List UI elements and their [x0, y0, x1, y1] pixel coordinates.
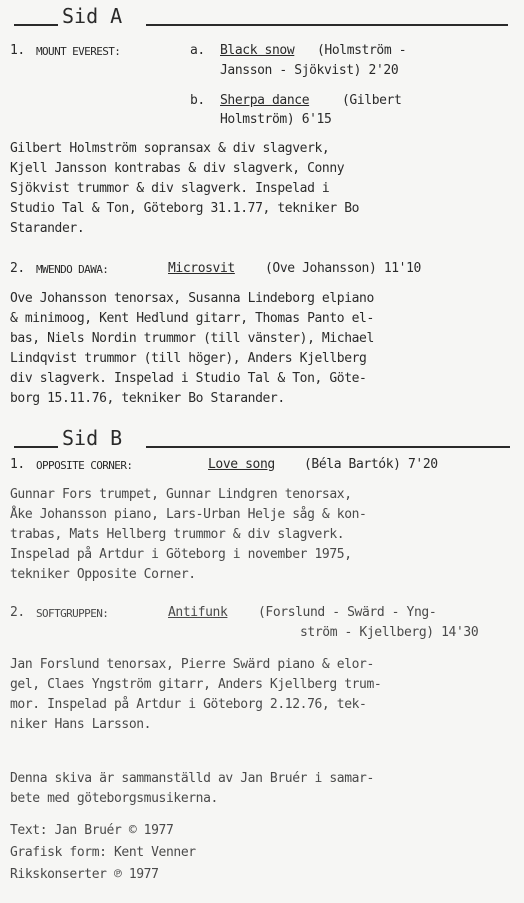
- side-a-track-1-artist: MOUNT EVEREST:: [36, 45, 121, 58]
- side-b-track-2-personnel-line: gel, Claes Yngström gitarr, Anders Kjellberg trum-: [10, 677, 382, 692]
- side-b-track-2-personnel-line: Jan Forslund tenorsax, Pierre Swärd piano & elor-: [10, 657, 374, 672]
- side-a-track-1a-title: Black snow: [220, 43, 295, 58]
- side-b-left-rule: [14, 446, 58, 448]
- side-b-track-1-title: Love song: [208, 457, 275, 472]
- side-b-track-2-artist: SOFTGRUPPEN:: [36, 607, 109, 620]
- side-b-track-1-personnel-line: tekniker Opposite Corner.: [10, 567, 196, 582]
- side-b-track-2-title: Antifunk: [168, 605, 228, 620]
- side-a-track-1b-title: Sherpa dance: [220, 93, 310, 108]
- label-credit: Rikskonserter ℗ 1977: [10, 867, 159, 882]
- side-a-track-1-personnel-line: Starander.: [10, 221, 85, 236]
- text-credit: Text: Jan Bruér © 1977: [10, 823, 174, 838]
- side-a-track-1b-credit-line-1: (Gilbert: [342, 93, 402, 108]
- side-b-track-2-personnel-line: niker Hans Larsson.: [10, 717, 152, 732]
- side-b-right-rule: [146, 446, 510, 448]
- side-a-track-2-personnel-line: bas, Niels Nordin trummor (till vänster), Michael: [10, 331, 374, 346]
- side-b-track-2-personnel-line: mor. Inspelad på Artdur i Göteborg 2.12.76, tek-: [10, 697, 367, 712]
- side-a-track-1-personnel-line: Sjökvist trummor & div slagverk. Inspelad i: [10, 181, 330, 196]
- side-a-track-1-personnel-line: Studio Tal & Ton, Göteborg 31.1.77, tekniker Bo: [10, 201, 360, 216]
- side-b-track-2-number: 2.: [10, 605, 25, 620]
- side-a-track-2-personnel-line: div slagverk. Inspelad i Studio Tal & Ton, Göte-: [10, 371, 367, 386]
- side-a-track-1a-marker: a.: [190, 43, 205, 58]
- side-a-heading: Sid A: [62, 4, 123, 28]
- compilation-note-line: bete med göteborgsmusikerna.: [10, 791, 218, 806]
- side-a-track-1a-credit-line-2: Jansson - Sjökvist) 2'20: [220, 63, 399, 78]
- side-a-track-2-personnel-line: Ove Johansson tenorsax, Susanna Lindeborg elpiano: [10, 291, 374, 306]
- side-a-track-2-personnel-line: borg 15.11.76, tekniker Bo Starander.: [10, 391, 285, 406]
- side-b-track-1-personnel-line: Gunnar Fors trumpet, Gunnar Lindgren tenorsax,: [10, 487, 352, 502]
- side-a-right-rule: [146, 24, 508, 26]
- side-a-track-1a-credit-line-1: (Holmström -: [317, 43, 407, 58]
- side-a-track-2-artist: MWENDO DAWA:: [36, 263, 109, 276]
- side-b-heading: Sid B: [62, 426, 123, 450]
- side-b-track-1-artist: OPPOSITE CORNER:: [36, 459, 133, 472]
- design-credit: Grafisk form: Kent Venner: [10, 845, 196, 860]
- side-b-track-1-personnel-line: Inspelad på Artdur i Göteborg i november 1975,: [10, 547, 352, 562]
- side-b-track-2-credit-line-2: ström - Kjellberg) 14'30: [300, 625, 479, 640]
- side-a-left-rule: [14, 24, 58, 26]
- side-a-track-2-credit: (Ove Johansson) 11'10: [265, 261, 421, 276]
- side-a-track-1-personnel-line: Gilbert Holmström sopransax & div slagverk,: [10, 141, 330, 156]
- side-a-track-2-personnel-line: Lindqvist trummor (till höger), Anders Kjellberg: [10, 351, 367, 366]
- side-a-track-1-number: 1.: [10, 43, 25, 58]
- side-a-track-1b-marker: b.: [190, 93, 205, 108]
- side-b-track-1-credit: (Béla Bartók) 7'20: [304, 457, 438, 472]
- side-a-track-1-personnel-line: Kjell Jansson kontrabas & div slagverk, Conny: [10, 161, 345, 176]
- side-b-track-1-personnel-line: Åke Johansson piano, Lars-Urban Helje såg & kon-: [10, 507, 367, 522]
- side-a-track-1b-credit-line-2: Holmström) 6'15: [220, 112, 332, 127]
- side-b-track-1-number: 1.: [10, 457, 25, 472]
- side-a-track-2-title: Microsvit: [168, 261, 235, 276]
- side-a-track-2-personnel-line: & minimoog, Kent Hedlund gitarr, Thomas Panto el-: [10, 311, 374, 326]
- side-b-track-2-credit-line-1: (Forslund - Swärd - Yng-: [258, 605, 437, 620]
- side-b-track-1-personnel-line: trabas, Mats Hellberg trummor & div slagverk.: [10, 527, 345, 542]
- compilation-note-line: Denna skiva är sammanställd av Jan Bruér i samar-: [10, 771, 374, 786]
- side-a-track-2-number: 2.: [10, 261, 25, 276]
